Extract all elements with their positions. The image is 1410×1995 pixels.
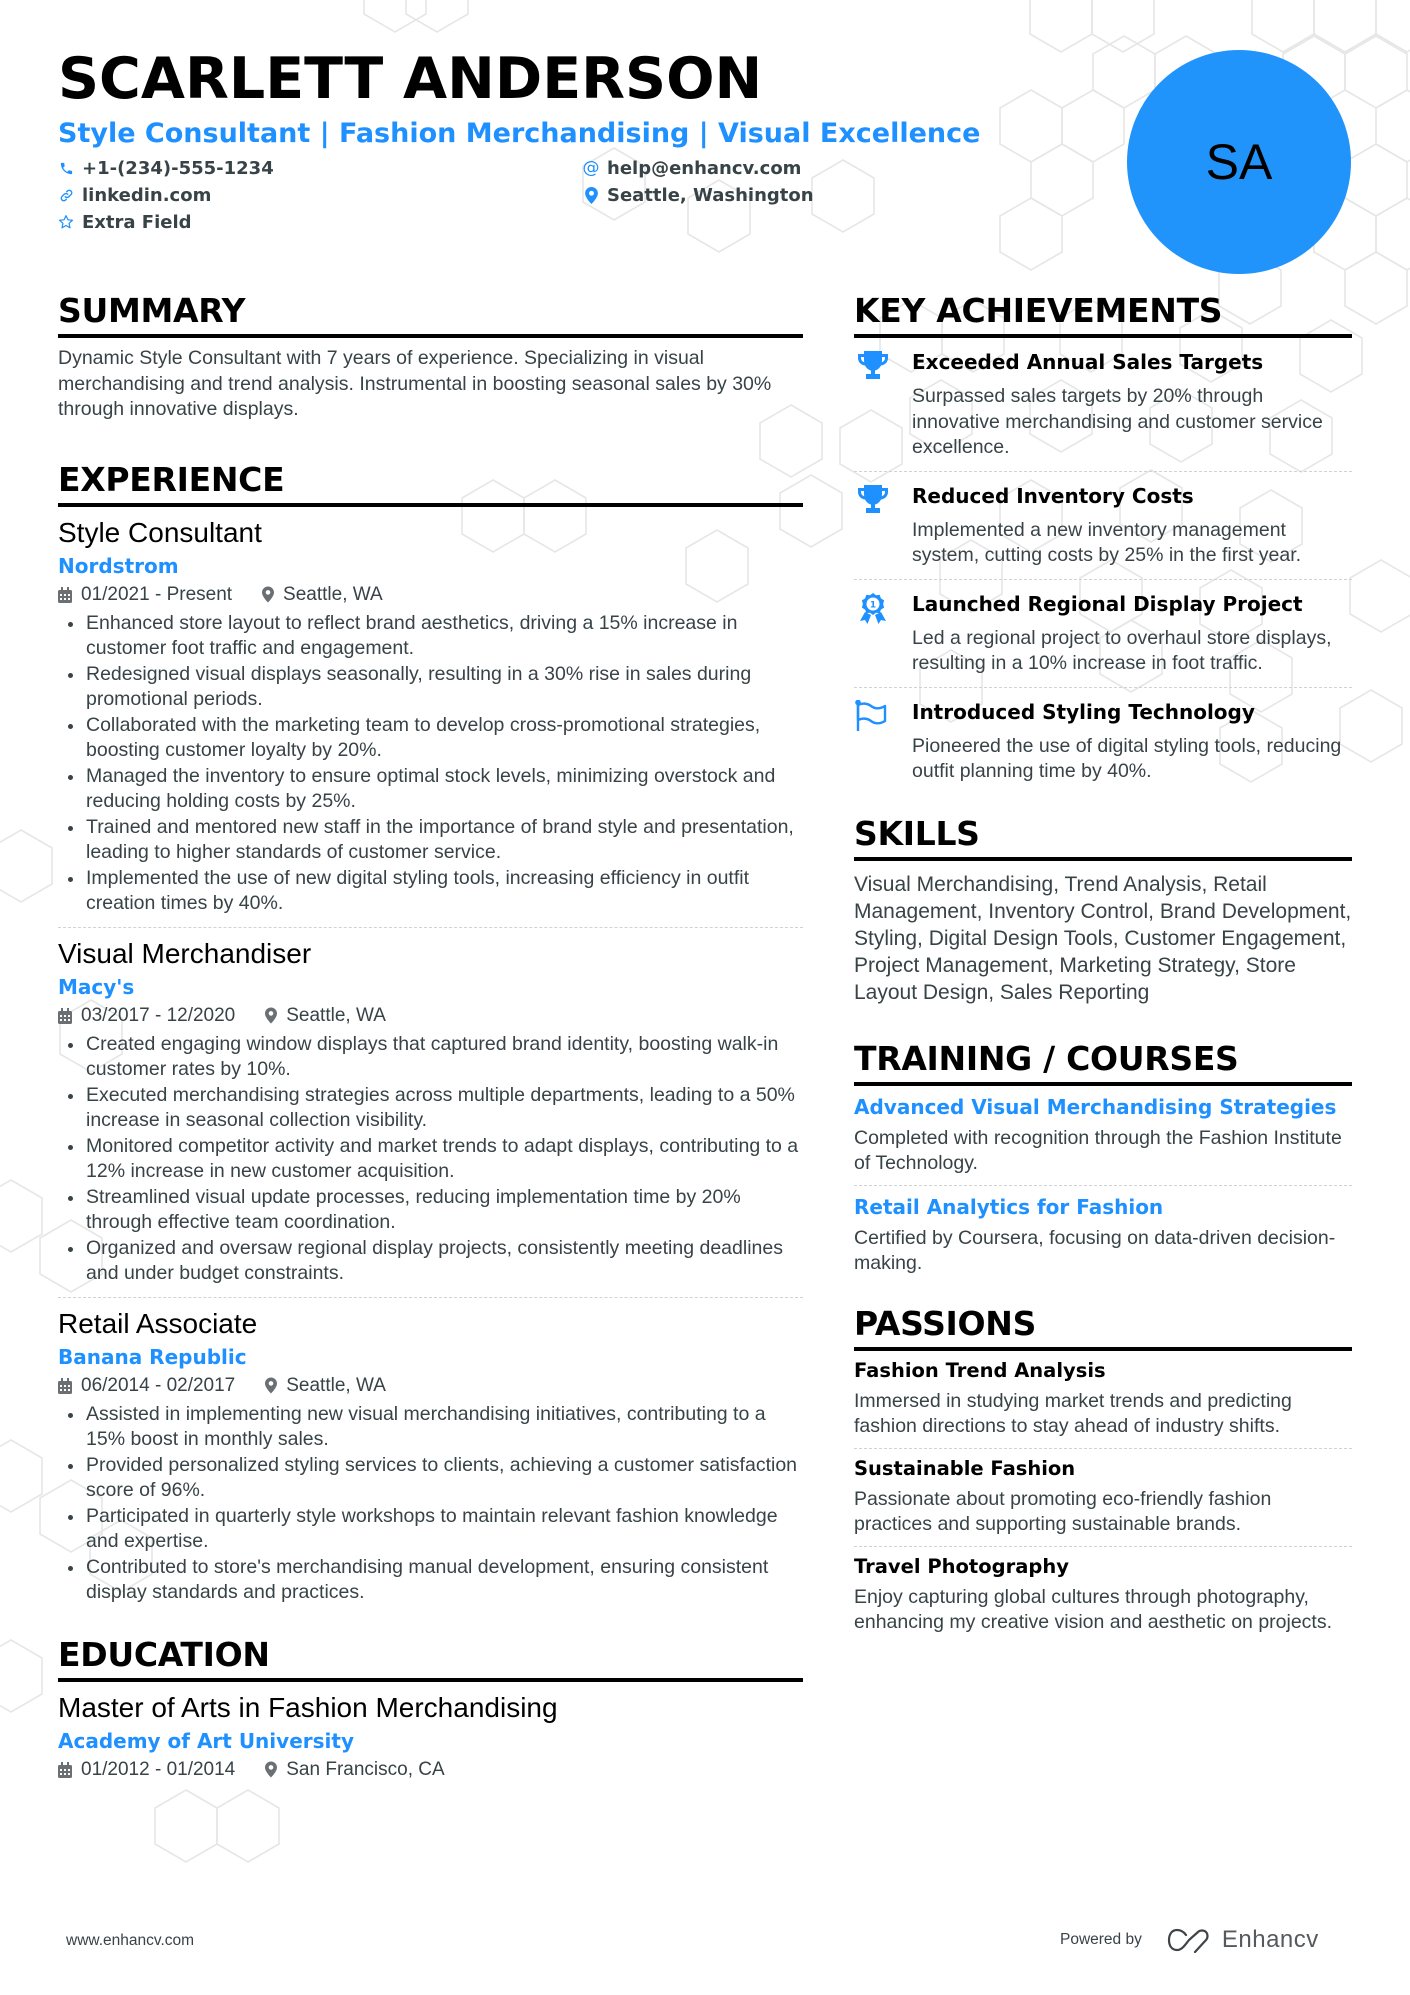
section-title-experience: EXPERIENCE	[58, 459, 803, 507]
course-desc: Completed with recognition through the Fashion Institute of Technology.	[854, 1126, 1342, 1174]
passion-item	[854, 1547, 1352, 1644]
job-title: Style Consultant	[58, 516, 262, 548]
trophy-icon	[854, 482, 892, 569]
dates-text: 01/2012 - 01/2014	[81, 1758, 236, 1780]
achievement-item	[854, 472, 1352, 580]
achievement-item	[854, 580, 1352, 688]
link-icon	[58, 187, 74, 203]
location-pin-icon	[265, 1761, 277, 1778]
achievement-desc: Led a regional project to overhaul store displays, resulting in a 10% increase in foot traffic.	[912, 626, 1332, 674]
trophy-icon	[854, 348, 892, 461]
contact-linkedin[interactable]	[58, 182, 211, 208]
company-name: Nordstrom	[58, 553, 179, 578]
passion-item	[854, 1449, 1352, 1547]
bullet-item: Created engaging window displays that captured brand identity, boosting walk-in customer rates by 10%.	[58, 1032, 803, 1083]
degree-title: Master of Arts in Fashion Merchandising	[58, 1691, 558, 1723]
course-title: Advanced Visual Merchandising Strategies	[854, 1094, 1337, 1119]
bullet-item: Monitored competitor activity and market trends to adapt displays, contributing to a 12% increase in new customer acquisition.	[58, 1134, 803, 1185]
job-bullets	[58, 611, 803, 917]
education-location	[265, 1756, 444, 1784]
achievement-desc: Surpassed sales targets by 20% through innovative merchandising and customer service excellence.	[912, 385, 1323, 458]
course-item	[854, 1086, 1352, 1186]
skills-list: Visual Merchandising, Trend Analysis, Retail Management, Inventory Control, Brand Development, Styling, Digital Design Tools, Customer Engagement, Project Management, Marketing Strategy, Store Layout Design, Sales Reporting	[854, 872, 1352, 1004]
skills-section	[854, 813, 1352, 1006]
bullet-item: Managed the inventory to ensure optimal stock levels, minimizing overstock and reducing holding costs by 25%.	[58, 764, 803, 815]
course-desc: Certified by Coursera, focusing on data-driven decision-making.	[854, 1226, 1336, 1274]
job-dates	[58, 581, 232, 609]
brand-name: Enhancv	[1221, 1926, 1319, 1953]
calendar-icon	[58, 1008, 72, 1024]
experience-section	[58, 459, 803, 1616]
company-name: Banana Republic	[58, 1344, 247, 1369]
achievement-content	[912, 590, 1352, 677]
job-bullets	[58, 1032, 803, 1287]
achievement-item	[854, 688, 1352, 795]
dates-text: 03/2017 - 12/2020	[81, 1004, 236, 1026]
svg-text:1: 1	[869, 600, 877, 610]
bullet-item: Implemented the use of new digital styling tools, increasing efficiency in outfit creation times by 40%.	[58, 866, 803, 917]
footer-website-link[interactable]: www.enhancv.com	[66, 1932, 195, 1949]
star-icon	[58, 214, 74, 230]
summary-section	[58, 290, 803, 423]
achievement-desc: Pioneered the use of digital styling tools, reducing outfit planning time by 40%.	[912, 734, 1342, 782]
email-address: help@enhancv.com	[607, 157, 802, 179]
experience-entry	[58, 515, 803, 928]
calendar-icon	[58, 1762, 72, 1778]
location-text: San Francisco, CA	[286, 1758, 445, 1780]
bullet-item: Assisted in implementing new visual merchandising initiatives, contributing to a 15% boost in monthly sales.	[58, 1402, 803, 1453]
left-column	[58, 290, 803, 1802]
achievement-content	[912, 348, 1352, 461]
job-meta	[58, 581, 803, 609]
course-title: Retail Analytics for Fashion	[854, 1194, 1164, 1219]
enhancv-logo-icon	[1166, 1927, 1212, 1953]
bullet-item: Participated in quarterly style workshops to maintain relevant fashion knowledge and expertise.	[58, 1504, 803, 1555]
training-section	[854, 1038, 1352, 1285]
job-dates	[58, 1372, 235, 1400]
location-text: Seattle, Washington	[607, 184, 814, 206]
experience-entry	[58, 1306, 803, 1616]
contact-location	[583, 182, 814, 208]
summary-text: Dynamic Style Consultant with 7 years of experience. Specializing in visual merchandising and trend analysis. Instrumental in boosting seasonal sales by 30% through innovative displays.	[58, 347, 772, 420]
candidate-name: SCARLETT ANDERSON	[58, 46, 763, 112]
contact-extra-field	[58, 209, 192, 235]
job-meta	[58, 1002, 803, 1030]
powered-by-label: Powered by	[1060, 1931, 1142, 1948]
footer-branding	[1060, 1926, 1319, 1954]
achievement-content	[912, 698, 1352, 785]
job-dates	[58, 1002, 235, 1030]
passions-section	[854, 1303, 1352, 1644]
job-meta	[58, 1372, 803, 1400]
location-pin-icon	[262, 586, 274, 603]
phone-icon	[58, 160, 74, 176]
bullet-item: Enhanced store layout to reflect brand aesthetics, driving a 15% increase in customer foot traffic and engagement.	[58, 611, 803, 662]
dates-text: 06/2014 - 02/2017	[81, 1374, 236, 1396]
course-item	[854, 1186, 1352, 1285]
section-title-passions: PASSIONS	[854, 1303, 1352, 1351]
candidate-headline: Style Consultant | Fashion Merchandising | Visual Excellence	[58, 118, 981, 149]
location-text: Seattle, WA	[286, 1374, 386, 1396]
section-title-skills: SKILLS	[854, 813, 1352, 861]
company-name: Macy's	[58, 974, 135, 999]
bullet-item: Trained and mentored new staff in the importance of brand style and presentation, leading to higher standards of customer service.	[58, 815, 803, 866]
right-column	[854, 290, 1352, 1662]
achievement-item	[854, 338, 1352, 472]
location-text: Seattle, WA	[283, 583, 383, 605]
phone-number: +1-(234)-555-1234	[82, 157, 274, 179]
passion-title: Fashion Trend Analysis	[854, 1358, 1106, 1382]
calendar-icon	[58, 587, 72, 603]
dates-text: 01/2021 - Present	[81, 583, 233, 605]
location-pin-icon	[265, 1007, 277, 1024]
education-dates	[58, 1756, 235, 1784]
experience-entry	[58, 936, 803, 1298]
job-location	[265, 1002, 386, 1030]
bullet-item: Provided personalized styling services to clients, achieving a customer satisfaction score of 96%.	[58, 1453, 803, 1504]
achievement-content	[912, 482, 1352, 569]
job-location	[262, 581, 383, 609]
location-text: Seattle, WA	[286, 1004, 386, 1026]
achievement-title: Reduced Inventory Costs	[912, 483, 1194, 508]
bullet-item: Contributed to store's merchandising manual development, ensuring consistent display standards and practices.	[58, 1555, 803, 1606]
passion-title: Travel Photography	[854, 1554, 1069, 1578]
location-pin-icon	[583, 187, 599, 203]
job-title: Retail Associate	[58, 1307, 258, 1339]
passion-desc: Enjoy capturing global cultures through photography, enhancing my creative vision and aesthetic on projects.	[854, 1585, 1333, 1633]
avatar-initials: SA	[1205, 134, 1273, 190]
bullet-item: Streamlined visual update processes, reducing implementation time by 20% through effective team coordination.	[58, 1185, 803, 1236]
achievement-title: Launched Regional Display Project	[912, 591, 1303, 616]
section-title-education: EDUCATION	[58, 1634, 803, 1682]
achievements-section	[854, 290, 1352, 795]
job-title: Visual Merchandiser	[58, 937, 312, 969]
passion-item	[854, 1351, 1352, 1449]
award-ribbon-icon	[854, 590, 892, 677]
passion-title: Sustainable Fashion	[854, 1456, 1076, 1480]
flag-icon	[854, 698, 892, 785]
education-section	[58, 1634, 803, 1784]
contact-email[interactable]	[583, 155, 801, 181]
location-pin-icon	[265, 1377, 277, 1394]
bullet-item: Collaborated with the marketing team to develop cross-promotional strategies, boosting customer loyalty by 20%.	[58, 713, 803, 764]
achievement-title: Introduced Styling Technology	[912, 699, 1255, 724]
section-title-summary: SUMMARY	[58, 290, 803, 338]
section-title-achievements: KEY ACHIEVEMENTS	[854, 290, 1352, 338]
linkedin-url: linkedin.com	[82, 184, 212, 206]
passion-desc: Passionate about promoting eco-friendly fashion practices and supporting sustainable brands.	[854, 1487, 1272, 1535]
section-title-training: TRAINING / COURSES	[854, 1038, 1352, 1086]
passion-desc: Immersed in studying market trends and predicting fashion directions to stay ahead of industry shifts.	[854, 1389, 1292, 1437]
school-name: Academy of Art University	[58, 1728, 354, 1753]
bullet-item: Organized and oversaw regional display projects, consistently meeting deadlines and under budget constraints.	[58, 1236, 803, 1287]
contact-phone[interactable]	[58, 155, 274, 181]
enhancv-logo[interactable]	[1166, 1926, 1319, 1954]
extra-field-text: Extra Field	[82, 211, 192, 233]
calendar-icon	[58, 1378, 72, 1394]
bullet-item: Redesigned visual displays seasonally, resulting in a 30% rise in sales during promotional periods.	[58, 662, 803, 713]
education-meta	[58, 1756, 803, 1784]
bullet-item: Executed merchandising strategies across multiple departments, leading to a 50% increase in seasonal collection visibility.	[58, 1083, 803, 1134]
achievement-desc: Implemented a new inventory management system, cutting costs by 25% in the first year.	[912, 518, 1302, 566]
avatar	[1127, 50, 1351, 274]
job-location	[265, 1372, 386, 1400]
job-bullets	[58, 1402, 803, 1606]
achievement-title: Exceeded Annual Sales Targets	[912, 350, 1264, 374]
at-icon: @	[582, 158, 600, 178]
